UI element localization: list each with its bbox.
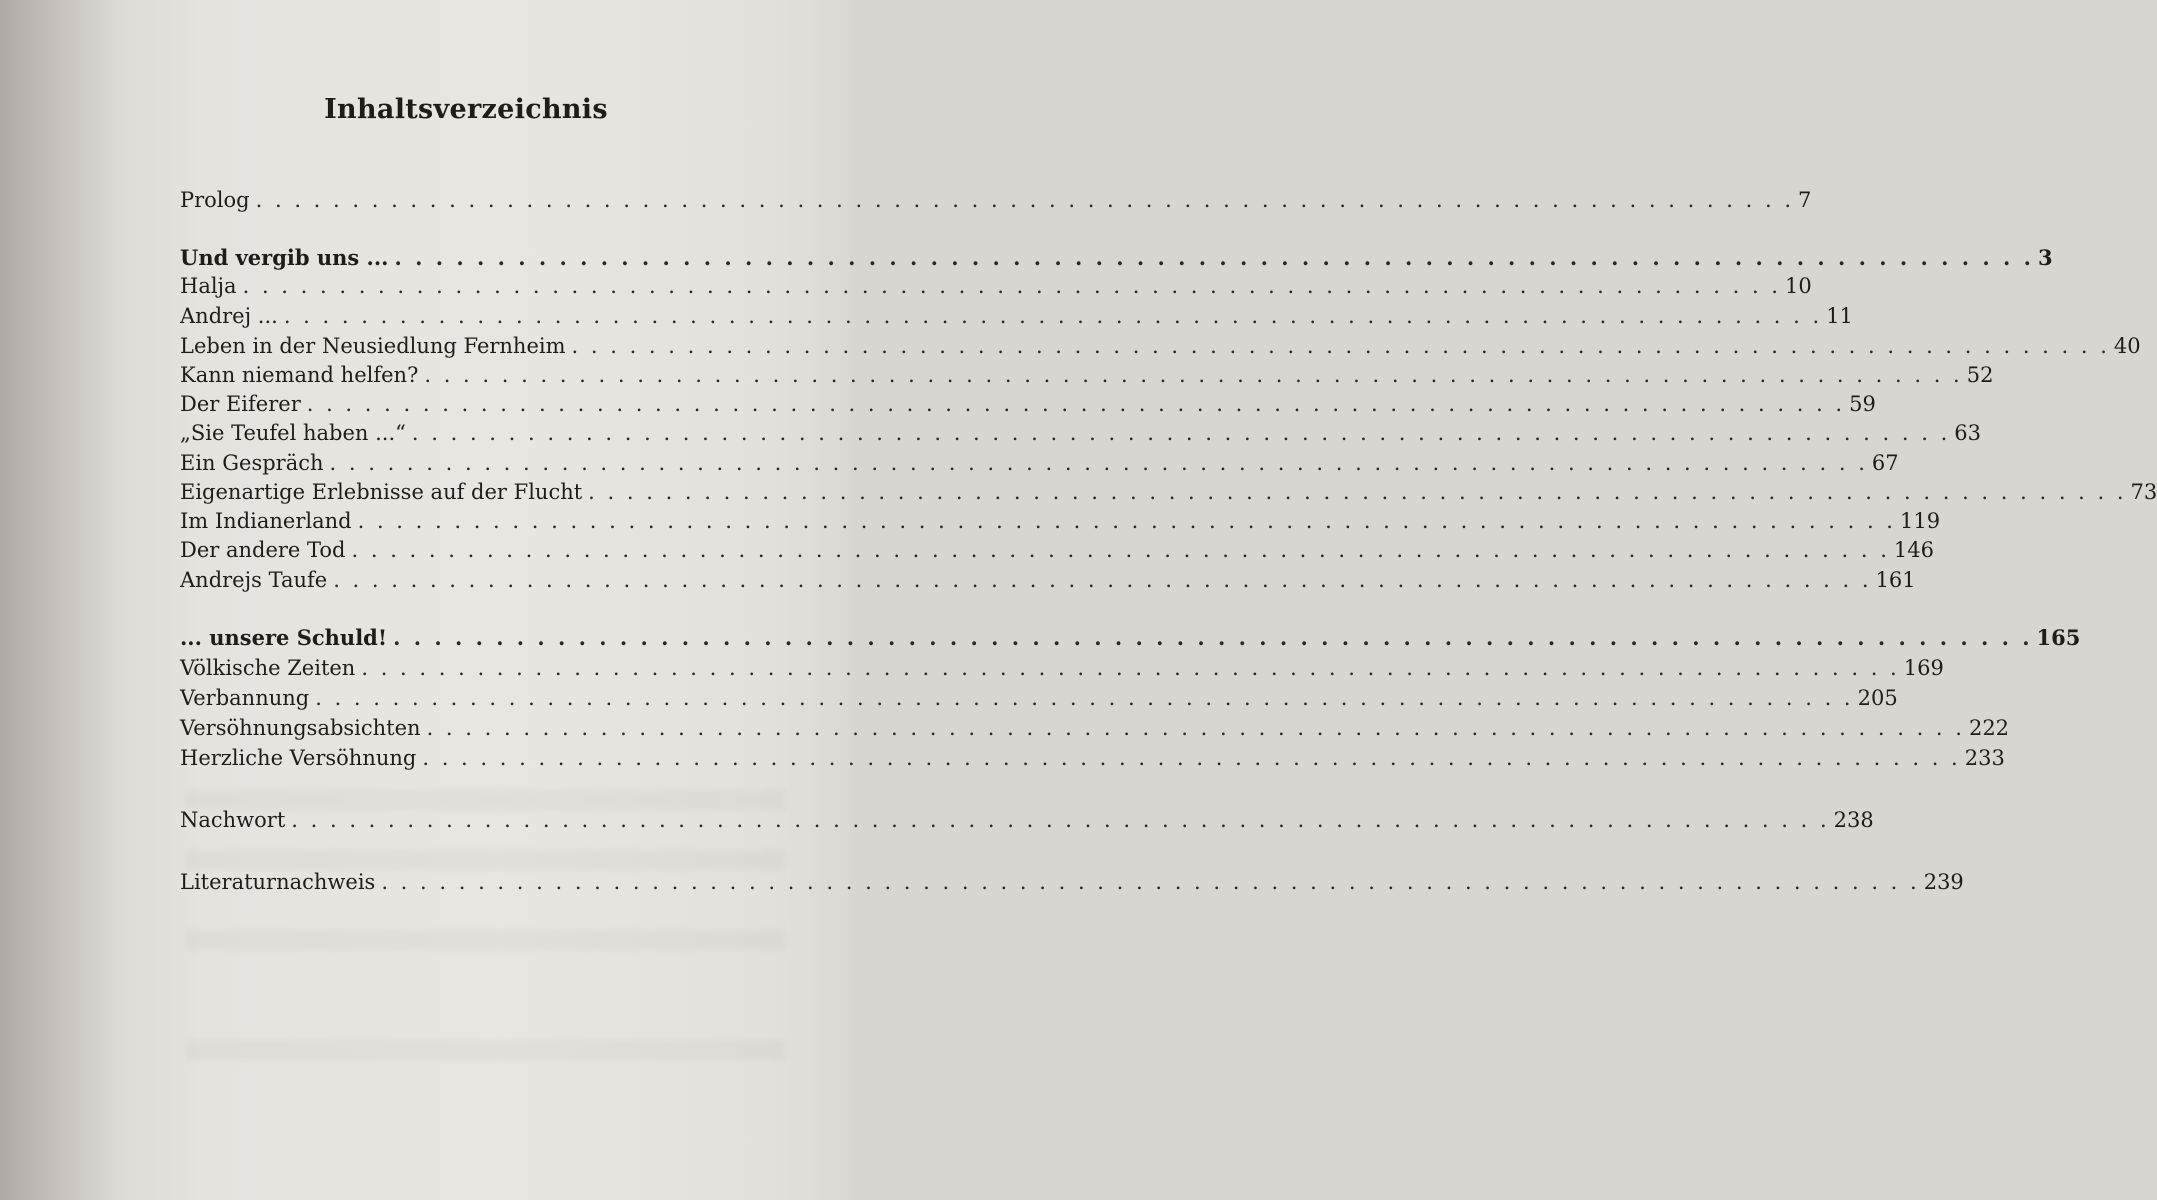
dot-leader: . . . . . . . . . . . . . . . . . . . . . . . . . . . . . . . . . . . . . . . . . . . . . . . . . . . . . . . . . . . . . . . . . . . . . . . . . . . . . . . . <box>306 392 1846 416</box>
show-through-shadow <box>185 930 785 950</box>
dot-leader: . . . . . . . . . . . . . . . . . . . . . . . . . . . . . . . . . . . . . . . . . . . . . . . . . . . . . . . . . . . . . . . . . . . . . . . . . . . . . . . . <box>588 480 2127 504</box>
toc-entry <box>180 361 1994 389</box>
toc-entry <box>180 332 2141 360</box>
toc-entry-title: Im Indianerland <box>180 509 352 533</box>
page-gutter-shadow <box>0 0 110 1200</box>
toc-entry <box>180 244 2053 272</box>
toc-entry <box>180 714 2010 742</box>
toc-entry-title: Ein Gespräch <box>180 451 324 475</box>
dot-leader: . . . . . . . . . . . . . . . . . . . . . . . . . . . . . . . . . . . . . . . . . . . . . . . . . . . . . . . . . . . . . . . . . . . . . . . . . . . . . . . . <box>393 625 2033 650</box>
toc-entry-title: Prolog <box>180 188 250 212</box>
dot-leader: . . . . . . . . . . . . . . . . . . . . . . . . . . . . . . . . . . . . . . . . . . . . . . . . . . . . . . . . . . . . . . . . . . . . . . . . . . . . . . . . <box>242 274 1781 298</box>
toc-entry-title: Verbannung <box>180 686 310 710</box>
toc-entry-page-number: 239 <box>1923 870 1964 894</box>
toc-entry <box>180 419 1981 447</box>
toc-entry-page-number: 73 <box>2130 480 2157 504</box>
toc-entry <box>180 536 1934 564</box>
toc-entry-title: ... unsere Schuld! <box>180 625 388 650</box>
dot-leader: . . . . . . . . . . . . . . . . . . . . . . . . . . . . . . . . . . . . . . . . . . . . . . . . . . . . . . . . . . . . . . . . . . . . . . . . . . . . . . . . <box>315 686 1854 710</box>
toc-entry-title: Versöhnungsabsichten <box>180 716 421 740</box>
toc-entry <box>180 390 1876 418</box>
toc-entry-page-number: 11 <box>1826 304 1853 328</box>
toc-entry-page-number: 63 <box>1954 421 1981 445</box>
toc-entry-page-number: 169 <box>1903 656 1944 680</box>
toc-entry <box>180 272 1812 300</box>
toc-entry <box>180 566 1916 594</box>
toc-entry-title: Herzliche Versöhnung <box>180 746 417 770</box>
dot-leader: . . . . . . . . . . . . . . . . . . . . . . . . . . . . . . . . . . . . . . . . . . . . . . . . . . . . . . . . . . . . . . . . . . . . . . . . . . . . . . . . <box>361 656 1900 680</box>
toc-entry-title: Kann niemand helfen? <box>180 363 419 387</box>
toc-entry-title: Halja <box>180 274 237 298</box>
dot-leader: . . . . . . . . . . . . . . . . . . . . . . . . . . . . . . . . . . . . . . . . . . . . . . . . . . . . . . . . . . . . . . . . . . . . . . . . . . . . . . . . <box>411 421 1951 445</box>
toc-entry <box>180 302 1853 330</box>
toc-entry-title: Literaturnachweis <box>180 870 376 894</box>
toc-entry-page-number: 161 <box>1875 568 1916 592</box>
dot-leader: . . . . . . . . . . . . . . . . . . . . . . . . . . . . . . . . . . . . . . . . . . . . . . . . . . . . . . . . . . . . . . . . . . . . . . . . . . . . . . . . <box>329 451 1868 475</box>
toc-entry <box>180 806 1874 834</box>
toc-entry-page-number: 67 <box>1871 451 1899 475</box>
toc-entry-title: Leben in der Neusiedlung Fernheim <box>180 334 566 358</box>
toc-entry-page-number: 10 <box>1784 274 1812 298</box>
dot-leader: . . . . . . . . . . . . . . . . . . . . . . . . . . . . . . . . . . . . . . . . . . . . . . . . . . . . . . . . . . . . . . . . . . . . . . . . . . . . . . . . <box>255 188 1794 212</box>
toc-entry-page-number: 222 <box>1968 716 2010 740</box>
toc-entry-page-number: 52 <box>1966 363 1994 387</box>
toc-entry-page-number: 59 <box>1849 392 1876 416</box>
toc-entry <box>180 684 1898 712</box>
toc-entry-page-number: 3 <box>2037 245 2053 270</box>
toc-entry <box>180 654 1944 682</box>
dot-leader: . . . . . . . . . . . . . . . . . . . . . . . . . . . . . . . . . . . . . . . . . . . . . . . . . . . . . . . . . . . . . . . . . . . . . . . . . . . . . . . . <box>357 509 1896 533</box>
toc-entry-title: Völkische Zeiten <box>180 656 356 680</box>
toc-entry <box>180 744 2005 772</box>
dot-leader: . . . . . . . . . . . . . . . . . . . . . . . . . . . . . . . . . . . . . . . . . . . . . . . . . . . . . . . . . . . . . . . . . . . . . . . . . . . . . . . . <box>351 538 1890 562</box>
toc-entry-title: Der Eiferer <box>180 392 301 416</box>
toc-entry <box>180 624 2081 652</box>
toc-entry-page-number: 146 <box>1893 538 1934 562</box>
toc-entry-title: Nachwort <box>180 808 286 832</box>
toc-entry-page-number: 119 <box>1899 509 1941 533</box>
toc-entry-page-number: 205 <box>1857 686 1898 710</box>
dot-leader: . . . . . . . . . . . . . . . . . . . . . . . . . . . . . . . . . . . . . . . . . . . . . . . . . . . . . . . . . . . . . . . . . . . . . . . . . . . . . . . . <box>333 568 1872 592</box>
dot-leader: . . . . . . . . . . . . . . . . . . . . . . . . . . . . . . . . . . . . . . . . . . . . . . . . . . . . . . . . . . . . . . . . . . . . . . . . . . . . . . . . <box>381 870 1920 894</box>
toc-entry <box>180 478 2157 506</box>
dot-leader: . . . . . . . . . . . . . . . . . . . . . . . . . . . . . . . . . . . . . . . . . . . . . . . . . . . . . . . . . . . . . . . . . . . . . . . . . . . . . . . . <box>571 334 2110 358</box>
toc-entry-title: Eigenartige Erlebnisse auf der Flucht <box>180 480 583 504</box>
toc-entry <box>180 868 1964 896</box>
dot-leader: . . . . . . . . . . . . . . . . . . . . . . . . . . . . . . . . . . . . . . . . . . . . . . . . . . . . . . . . . . . . . . . . . . . . . . . . . . . . . . . . <box>291 808 1830 832</box>
dot-leader: . . . . . . . . . . . . . . . . . . . . . . . . . . . . . . . . . . . . . . . . . . . . . . . . . . . . . . . . . . . . . . . . . . . . . . . . . . . . . . . . <box>426 716 1965 740</box>
toc-entry <box>180 449 1899 477</box>
toc-entry-title: „Sie Teufel haben ...“ <box>180 421 406 445</box>
toc-entry <box>180 507 1941 535</box>
toc-entry-page-number: 233 <box>1964 746 2005 770</box>
page-title: Inhaltsverzeichnis <box>324 94 608 125</box>
toc-entry-title: Andrejs Taufe <box>180 568 328 592</box>
toc-entry-page-number: 7 <box>1798 188 1812 212</box>
show-through-shadow <box>185 1040 785 1060</box>
show-through-shadow <box>185 850 785 870</box>
toc-entry-title: Und vergib uns ... <box>180 245 389 270</box>
toc-entry-page-number: 238 <box>1833 808 1874 832</box>
toc-entry-page-number: 40 <box>2113 334 2141 358</box>
dot-leader: . . . . . . . . . . . . . . . . . . . . . . . . . . . . . . . . . . . . . . . . . . . . . . . . . . . . . . . . . . . . . . . . . . . . . . . . . . . . . . . . <box>394 245 2034 270</box>
toc-entry-page-number: 165 <box>2036 625 2081 650</box>
toc-entry <box>180 186 1812 214</box>
toc-entry-title: Der andere Tod <box>180 538 346 562</box>
dot-leader: . . . . . . . . . . . . . . . . . . . . . . . . . . . . . . . . . . . . . . . . . . . . . . . . . . . . . . . . . . . . . . . . . . . . . . . . . . . . . . . . <box>283 304 1823 328</box>
dot-leader: . . . . . . . . . . . . . . . . . . . . . . . . . . . . . . . . . . . . . . . . . . . . . . . . . . . . . . . . . . . . . . . . . . . . . . . . . . . . . . . . <box>424 363 1963 387</box>
dot-leader: . . . . . . . . . . . . . . . . . . . . . . . . . . . . . . . . . . . . . . . . . . . . . . . . . . . . . . . . . . . . . . . . . . . . . . . . . . . . . . . . <box>422 746 1961 770</box>
toc-entry-title: Andrej ... <box>180 304 278 328</box>
